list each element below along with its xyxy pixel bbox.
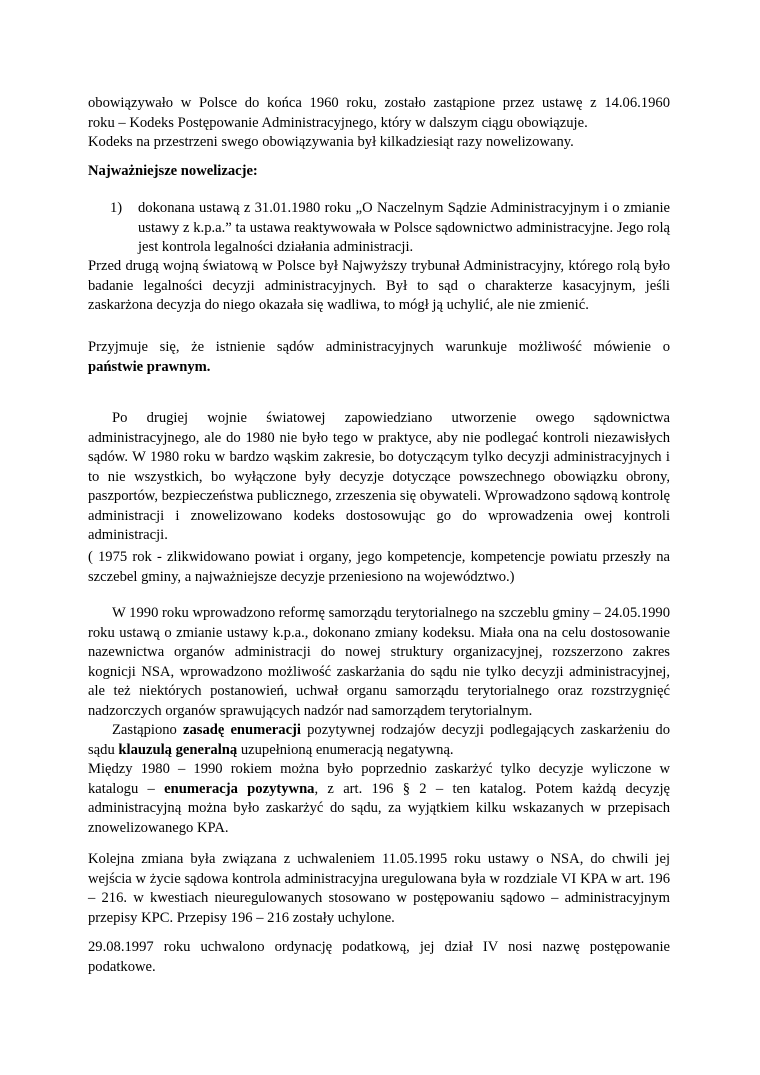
intro-paragraph <box>88 94 670 153</box>
intro-line-2: roku – Kodeks Postępowanie Administracyjnego, który w dalszym ciągu obowiązuje. <box>88 114 588 131</box>
general-clause-text-1: Zastąpiono <box>112 722 183 738</box>
intro-line-3: Kodeks na przestrzeni swego obowiązywania był kilkadziesiąt razy nowelizowany. <box>88 134 574 150</box>
paragraph-catalog <box>88 760 670 838</box>
list-item-text: dokonana ustawą z 31.01.1980 roku „O Naczelnym Sądzie Administracyjnym i o zmianie ustawy z k.p.a.” ta ustawa reaktywowała w Polsce sądownictwo administracyjne. Jego rolą jest kontrola legalności działania administracji. <box>138 200 670 255</box>
paragraph-1995: Kolejna zmiana była związana z uchwaleniem 11.05.1995 roku ustawy o NSA, do chwili jej wejścia w życie sądowa kontrola administracyjna uregulowana była w rozdziale VI KPA w art. 196 – 216. w kwestiach nieuregulowanych stosowano w postępowaniu sądowo – administracyjnym przepisy KPC. Przepisy 196 – 216 zostały uchylone. <box>88 851 670 926</box>
paragraph-rule-of-law <box>88 338 670 377</box>
general-clause-bold-1: zasadę enumeracji <box>182 722 301 738</box>
paragraph-general-clause <box>88 721 670 760</box>
rule-of-law-text: Przyjmuje się, że istnienie sądów administracyjnych warunkuje możliwość mówienie o <box>88 339 670 355</box>
paragraph-1997: 29.08.1997 roku uchwalono ordynację podatkową, jej dział IV nosi nazwę postępowanie podatkowe. <box>88 939 670 975</box>
general-clause-text-2: pozytywnej rodzajów decyzji podlegających zaskarżeniu do sądu <box>88 722 670 758</box>
section-heading: Najważniejsze nowelizacje: <box>88 163 258 179</box>
catalog-text-1: Między 1980 – 1990 rokiem można było poprzednio zaskarżyć tylko decyzje wyliczone w katalogu – <box>88 761 670 797</box>
paragraph-1990-reform: W 1990 roku wprowadzono reformę samorządu terytorialnego na szczeblu gminy – 24.05.1990 roku ustawą o zmianie ustawy k.p.a., dokonano zmiany kodeksu. Miała ona na celu dostosowanie nazewnictwa organów administracji do nowej struktury organizacyjnej, rozszerzono zakres kognicji NSA, wprowadzono możliwość zaskarżania do sądu nie tylko decyzji administracyjnej, ale też niektórych postanowień, uchwał organu samorządu terytorialnego oraz rozstrzygnięć nadzorczych organów sprawujących nadzór nad samorządem terytorialnym. <box>88 605 670 719</box>
catalog-bold: enumeracja pozytywna <box>164 780 315 797</box>
list-number: 1) <box>110 200 123 216</box>
rule-of-law-bold: państwie prawnym. <box>88 358 211 375</box>
paragraph-prewar-tribunal: Przed drugą wojną światową w Polsce był Najwyższy trybunał Administracyjny, którego rolą było badanie legalności decyzji administracyjnych. Był to sąd o charakterze kasacyjnym, jeśli zaskarżona decyzja do niego okazała się wadliwa, to mógł ją uchylić, ale nie zmienić. <box>88 258 670 313</box>
intro-line-1: obowiązywało w Polsce do końca 1960 roku, zostało zastąpione przez ustawę z 14.06.1960 <box>88 95 670 111</box>
general-clause-text-3: uzupełnioną enumeracją negatywną. <box>237 741 454 758</box>
catalog-text-2: , z art. 196 § 2 – ten katalog. Potem każdą decyzję administracyjną można było zaskarżyć do sądu, za wyjątkiem kilku wskazanych w przepisach znowelizowanego KPA. <box>88 780 670 836</box>
paragraph-postwar: Po drugiej wojnie światowej zapowiedziano utworzenie owego sądownictwa administracyjnego, ale do 1980 nie było tego w praktyce, aby nie podlegać kontroli niezawisłych sądów. W 1980 roku w bardzo wąskim zakresie, bo dotyczącym tylko decyzji administracyjnych i to nie wszystkich, bo wyłączone były decyzje dotyczące powszechnego obowiązku obrony, paszportów, bezpieczeństwa publicznego, zrzeszenia się obywateli. Wprowadzono sądową kontrolę administracji i znowelizowano kodeks dostosowując go do wprowadzenia owej kontroli administracji. <box>88 410 670 543</box>
paragraph-1975: ( 1975 rok - zlikwidowano powiat i organy, jego kompetencje, kompetencje powiatu przeszły na szczebel gminy, a najważniejsze decyzje przeniesiono na województwo.) <box>88 549 670 585</box>
general-clause-bold-2: klauzulą generalną <box>118 741 238 758</box>
